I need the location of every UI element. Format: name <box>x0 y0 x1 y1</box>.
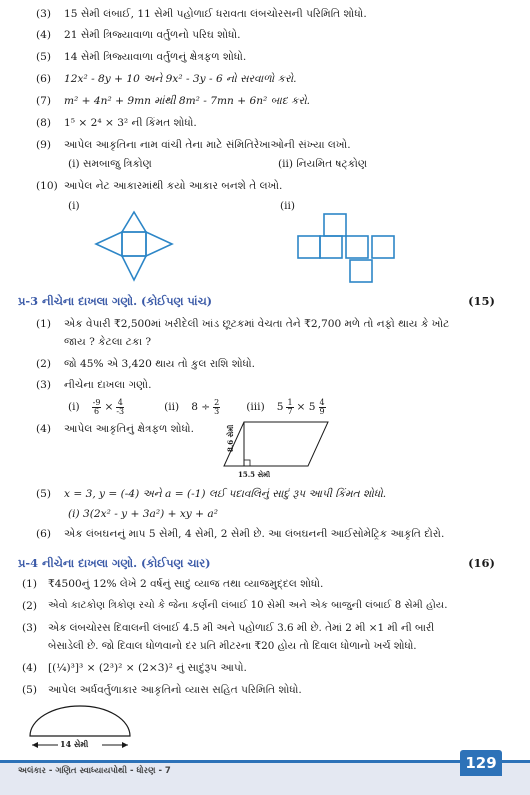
cube-net-figure <box>294 210 424 286</box>
fraction: $\frac{4}{9}$ <box>319 397 325 416</box>
base-label: 15.5 સેમી <box>238 470 271 479</box>
item-text: આપેલ અર્ધવર્તુળાકાર આકૃતિનો વ્યાસ સહિત પરિમિતિ શોધો. <box>48 684 302 696</box>
height-label: 8.6 સેમી <box>226 424 235 452</box>
item-number: (4) <box>22 662 38 674</box>
fraction: $\frac{4}{-3}$ <box>116 397 125 416</box>
item-number: (1) <box>36 318 52 330</box>
item-number: (4) <box>36 29 52 41</box>
item-text: એક વેપારી ₹2,500માં ખરીદેલી ખાંડ છૂટકમાં વેચતા તેને ₹2,700 મળે તો નફો થાય કે ખોટ <box>64 318 450 330</box>
item-text: આપેલ આકૃતિના નામ વાંચી તેના માટે સંમિતિરેખાઓની સંખ્યા લખો. <box>64 139 351 151</box>
page-number: 129 <box>460 750 502 776</box>
item-number: (6) <box>36 73 52 85</box>
section-4-title: પ્ર-4 નીચેના દાખલા ગણો. (કોઈપણ ચાર) <box>18 556 211 570</box>
whole-number: 5 <box>276 401 284 413</box>
parallelogram-figure <box>222 418 332 474</box>
item-text-cont: જાય ? કેટલા ટકા ? <box>64 336 152 348</box>
expr-iii-label: (iii) <box>246 401 265 413</box>
item-text: m² + 4n² + 9mn માંથી 8m² - 7mn + 6n² બાદ કરો. <box>64 95 311 107</box>
item-text: આપેલ નેટ આકારમાંથી કયો આકાર બનશે તે લખો. <box>64 180 283 192</box>
net-i-label: (i) <box>68 200 80 212</box>
item-number: (1) <box>22 578 38 590</box>
fraction: $\frac{-9}{6}$ <box>92 397 101 416</box>
item-number: (8) <box>36 117 52 129</box>
item-number: (7) <box>36 95 52 107</box>
item-text-cont: બેસાડેલી છે. જો દિવાલ ધોળવાનો દર પ્રતિ મીટરના ₹20 હોય તો દિવાલ ધોળાનો ખર્ચ શોધો. <box>48 640 417 652</box>
item-text: x = 3, y = (-4) અને a = (-1) લઈ પદાવલિનું સાદું રૂપ આપી કિંમત શોધો. <box>64 488 387 500</box>
item-number: (4) <box>36 423 52 435</box>
item-text: 14 સેમી ત્રિજ્યાવાળા વર્તુળનું ક્ષેત્રફળ શોધો. <box>64 51 247 63</box>
item-text: આપેલ આકૃતિનું ક્ષેત્રફળ શોધો. <box>64 423 194 435</box>
square-pyramid-net-figure <box>92 210 176 286</box>
section-3-marks: (15) <box>468 294 495 308</box>
expr-ii-label: (ii) <box>164 401 180 413</box>
item-text: જો 45% એ 3,420 થાય તો કુલ રાશિ શોધો. <box>64 358 256 370</box>
item-number: (2) <box>36 358 52 370</box>
fraction: $\frac{2}{3}$ <box>214 397 220 416</box>
item-number: (5) <box>36 488 52 500</box>
item-text: ₹4500નું 12% લેખે 2 વર્ષનું સાદું વ્યાજ તથા વ્યાજમુદ્દલ શોધો. <box>48 578 324 590</box>
item-number: (5) <box>36 51 52 63</box>
item-text-cont: (i) 3(2x² - y + 3a²) + xy + a² <box>68 508 218 520</box>
expr-i-label: (i) <box>68 401 80 413</box>
item-text: નીચેના દાખલા ગણો. <box>64 379 152 391</box>
option-regular-hexagon: (ii) નિયમિત ષટ્કોણ <box>278 158 368 170</box>
item-number: (6) <box>36 528 52 540</box>
expr-ii-text: 8 ÷ <box>191 401 211 413</box>
item-number: (9) <box>36 139 52 151</box>
item-number: (5) <box>22 684 38 696</box>
fraction: $\frac{1}{7}$ <box>287 397 293 416</box>
section-4-marks: (16) <box>468 556 495 570</box>
q3-3-expressions <box>68 395 326 419</box>
item-number: (3) <box>36 379 52 391</box>
item-text: 1⁵ × 2⁴ × 3² ની કિંમત શોધો. <box>64 117 197 129</box>
times-sign: × 5 <box>296 401 316 413</box>
item-text: 12x² - 8y + 10 અને 9x² - 3y - 6 નો સરવાળો કરો. <box>64 73 297 85</box>
section-3-title: પ્ર-3 નીચેના દાખલા ગણો. (કોઈપણ પાંચ) <box>18 294 213 308</box>
option-equilateral-triangle: (i) સમબાજુ ત્રિકોણ <box>68 158 152 170</box>
times-sign: × <box>104 401 114 413</box>
item-number: (10) <box>36 180 58 192</box>
footer-book-title: અલંકાર - ગણિત સ્વાધ્યાયપોથી - ધોરણ - 7 <box>18 766 171 776</box>
net-ii-label: (ii) <box>280 200 296 212</box>
item-text: 15 સેમી લંબાઈ, 11 સેમી પહોળાઈ ધરાવતા લંબચોરસની પરિમિતિ શોધો. <box>64 8 367 20</box>
item-number: (3) <box>36 8 52 20</box>
item-text: એવો કાટકોણ ત્રિકોણ રચો કે જેના કર્ણની લંબાઈ 10 સેમી અને એક બાજુની લંબાઈ 8 સેમી હોય. <box>48 600 448 611</box>
item-text: 21 સેમી ત્રિજ્યાવાળા વર્તુળનો પરિઘ શોધો. <box>64 29 241 41</box>
item-text: [(¼)³]³ × (2³)² × (2×3)² નું સાદુંરૂપ આપો. <box>48 662 247 674</box>
item-text: એક લંબચોરસ દિવાલની લંબાઈ 4.5 મી અને પહોળાઈ 3.6 મી છે. તેમાં 2 મી ×1 મી ની બારી <box>48 622 435 634</box>
item-number: (3) <box>22 622 38 634</box>
diameter-label: 14 સેમી <box>60 739 89 749</box>
item-text: એક લંબઘનનું માપ 5 સેમી, 4 સેમી, 2 સેમી છે. આ લંબઘનની આઈસોમેટ્રિક આકૃતિ દોરો. <box>64 528 445 540</box>
item-number: (2) <box>22 600 38 612</box>
